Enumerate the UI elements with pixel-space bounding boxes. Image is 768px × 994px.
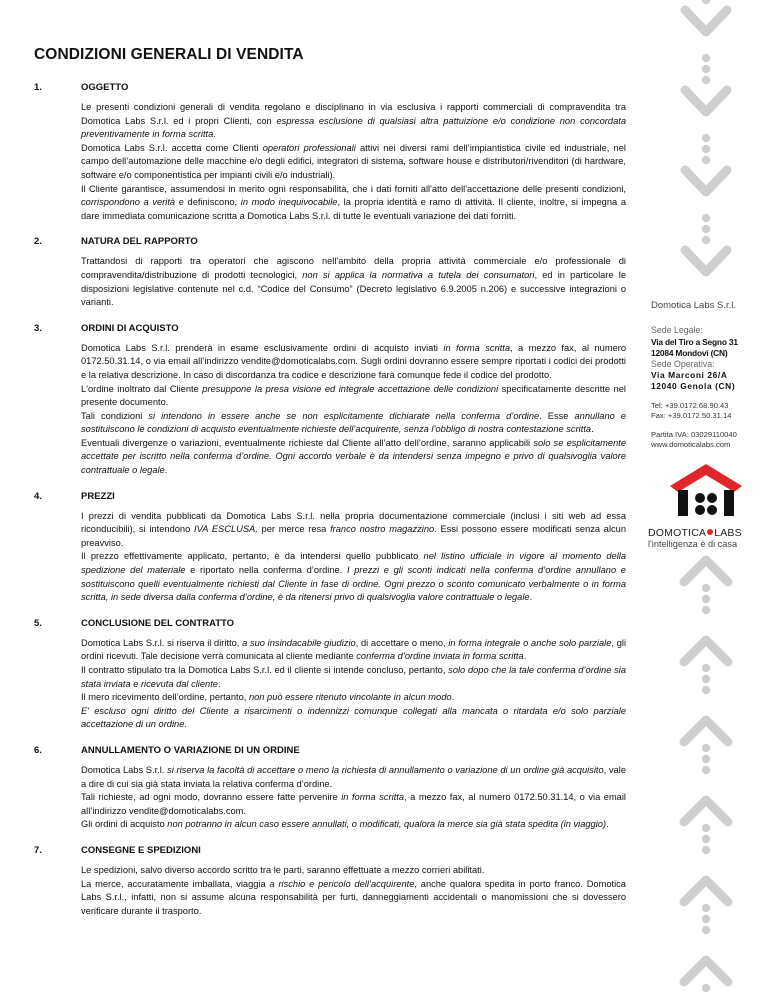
text-run: Eventuali divergenze o variazioni, eventualmente richieste dal Cliente all’atto dell’ordine, saranno applicabili bbox=[81, 437, 534, 448]
text-run: Tali richieste, ad ogni modo, dovranno essere fatte pervenire bbox=[81, 792, 342, 803]
operative-office-label: Sede Operativa: bbox=[651, 358, 715, 369]
section-heading bbox=[34, 82, 626, 93]
section-body bbox=[81, 637, 626, 732]
italic-text: I prezzi e gli sconti indicati nella conferma d’ordine annullano e sostituiscono quelli eventualmente richiesti dal Cliente in fase di ordine. Ogni prezzo o sconto comunicato verbalmente o in forma scritta, in sede diversa dalla conferma d’ordine, è da ritenersi privo di qualsivoglia valore contrattuale o legale bbox=[81, 565, 626, 603]
section-heading bbox=[34, 845, 626, 856]
italic-text: a rischio e pericolo dell’acquirente bbox=[269, 878, 415, 889]
section-body bbox=[81, 101, 626, 223]
company-tel: Tel: +39.0172.68.90.43 bbox=[651, 401, 729, 410]
paragraph bbox=[81, 383, 626, 410]
paragraph bbox=[81, 705, 626, 732]
section-title: PREZZI bbox=[81, 490, 115, 502]
text-run: specificatamente descritte nel presente documento. bbox=[81, 383, 626, 408]
text-run: Il prezzo effettivamente applicato, pertanto, è da intendersi quello pubblicato bbox=[81, 551, 424, 562]
italic-text: annullano e sostituiscono le condizioni di acquisto eventualmente richieste dell’acquirente, senza l’obbligo di nostra contestazione scritta bbox=[81, 410, 627, 435]
text-run: Gli ordini di acquisto bbox=[81, 819, 168, 830]
brand-name-left: DOMOTICA bbox=[648, 527, 707, 539]
text-run: , a mezzo fax, al numero 0172.50.31.14, o via email all’indirizzo vendite@domoticalabs.com. Sugli ordini dovranno essere sempre riportati i codici dei prodotti e la relativa descrizione. In caso di discordanza tra codice e descrizione farà comunque fede il codice del prodotto. bbox=[81, 342, 627, 380]
italic-text: in forma integrale o anche solo parziale bbox=[448, 637, 612, 648]
italic-text: in forma scritta bbox=[443, 342, 511, 353]
paragraph bbox=[81, 101, 626, 142]
text-run: Le spedizioni, salvo diverso accordo scritto tra le parti, saranno effettuate a mezzo corrieri abilitati. bbox=[81, 864, 485, 875]
paragraph bbox=[81, 142, 626, 183]
italic-text: in modo inequivocabile bbox=[240, 197, 338, 208]
house-logo-icon bbox=[648, 458, 764, 520]
text-run: . bbox=[451, 692, 455, 703]
paragraph bbox=[81, 410, 626, 437]
section-number: 2. bbox=[34, 236, 42, 248]
section-body bbox=[81, 510, 626, 605]
operative-office-street: Via Marconi 26/A bbox=[651, 370, 728, 380]
section bbox=[34, 491, 626, 605]
text-run: Tali condizioni bbox=[81, 410, 149, 421]
section-heading bbox=[34, 491, 626, 502]
text-run: , anche qualora spedita in porto franco. Domotica Labs S.r.l., infatti, non si assume alcuna responsabilità per furti, danneggiamenti accidentali o manomissioni che si dovessero verificare durante il trasporto. bbox=[81, 878, 626, 916]
italic-text: solo se esplicitamente accettate per iscritto nella conferma d’ordine. Ogni accordo verbale è da intendersi senza impegno e privo di qualsivoglia valore contrattuale o legale bbox=[81, 437, 627, 476]
text-run: . bbox=[217, 678, 221, 689]
section-body bbox=[81, 255, 626, 309]
section-body bbox=[81, 764, 626, 832]
paragraph bbox=[81, 437, 626, 478]
section bbox=[34, 323, 626, 478]
text-run: per merce resa bbox=[257, 524, 331, 535]
text-run: Domotica Labs S.r.l. accetta come Clienti bbox=[81, 142, 263, 153]
section-heading bbox=[34, 745, 626, 756]
text-run: Il Cliente garantisce, assumendosi in merito ogni responsabilità, che i dati forniti all'atto dell'accettazione delle presenti condizioni, bbox=[81, 183, 626, 194]
text-run: . bbox=[184, 719, 187, 730]
section-heading bbox=[34, 323, 626, 334]
text-run: , a mezzo fax, al numero 0172.50.31.14, o via email all’indirizzo vendite@domoticalabs.com. bbox=[81, 792, 626, 816]
text-run: e riportato nella conferma d’ordine. bbox=[185, 565, 347, 576]
section-number: 4. bbox=[34, 490, 42, 502]
text-run: . bbox=[164, 465, 168, 476]
section-title: CONSEGNE E SPEDIZIONI bbox=[81, 844, 201, 856]
italic-text: si intendono in essere anche se non esplicitamente dichiarate nella conferma d’ordine bbox=[148, 410, 540, 421]
text-run: Il mero ricevimento dell’ordine, pertanto, bbox=[81, 692, 249, 703]
text-run: Il contratto stipulato tra la Domotica Labs S.r.l. ed il cliente si intende concluso, pertanto, bbox=[81, 665, 449, 675]
text-run: . bbox=[606, 819, 609, 830]
italic-text: franco nostro magazzino bbox=[330, 524, 435, 535]
company-info bbox=[651, 300, 763, 450]
text-run: . bbox=[213, 129, 216, 140]
section-body bbox=[81, 342, 626, 478]
text-run: . Esse bbox=[539, 410, 575, 421]
section bbox=[34, 745, 626, 832]
italic-text: corrispondono a verità bbox=[81, 197, 176, 208]
text-run: . bbox=[591, 424, 594, 435]
text-run: Trattandosi di rapporti tra operatori che agiscono nell'ambito della propria attività commerciale e/o professionale di compravendita/distribuzione di prodotti tecnologici, bbox=[81, 256, 626, 280]
text-run: Domotica Labs S.r.l. prenderà in esame esclusivamente ordini di acquisto inviati bbox=[81, 342, 444, 353]
italic-text: E' escluso ogni diritto del Cliente a risarcimenti o indennizzi comunque collegati alla mancata o ritardata e/o solo parziale accettazione di un ordine bbox=[81, 705, 626, 730]
domoticalabs-logo bbox=[648, 458, 764, 549]
paragraph bbox=[81, 183, 626, 224]
document bbox=[34, 46, 626, 931]
legal-office-label: Sede Legale: bbox=[651, 325, 703, 335]
text-run: , ed in particolare le disposizioni legislative contenute nel c.d. “Codice del Consumo” (Decreto legislativo 6.9.2005 n.206) e successive integrazioni o varianti. bbox=[81, 269, 626, 308]
text-run: . bbox=[523, 651, 527, 662]
text-run: L'ordine inoltrato dal Cliente bbox=[81, 383, 203, 394]
paragraph bbox=[81, 637, 626, 664]
section bbox=[34, 845, 626, 918]
company-vat: Partita IVA: 03029110040 bbox=[651, 430, 737, 439]
italic-text: operatori professionali bbox=[262, 142, 356, 153]
paragraph bbox=[81, 342, 626, 383]
paragraph bbox=[81, 818, 626, 832]
paragraph bbox=[81, 510, 626, 551]
paragraph bbox=[81, 791, 626, 818]
section bbox=[34, 236, 626, 309]
text-run: attivi nei diversi rami dell’impiantistica civile ed industriale, nel campo dell’automazione delle macchine e/o degli edifici, integratori di sistema, software house e distributori/rivenditori (di hardware, software e/o componentistica per impianti civili e/o industriali). bbox=[81, 142, 626, 180]
paragraph bbox=[81, 550, 626, 604]
section-title: ORDINI DI ACQUISTO bbox=[81, 322, 179, 334]
italic-text: non si applica la normativa a tutela dei consumatori bbox=[302, 269, 535, 280]
text-run: Le presenti condizioni generali di vendita regolano e disciplinano in via esclusiva i rapporti commerciali di compravendita tra Domotica Labs S.r.l. ed i propri Clienti, con bbox=[81, 102, 626, 126]
section-number: 7. bbox=[34, 844, 42, 856]
section-number: 5. bbox=[34, 617, 42, 629]
paragraph bbox=[81, 864, 626, 878]
text-run: , vale a dire di cui sia già stata inviata la relativa conferma d’ordine. bbox=[81, 764, 626, 789]
paragraph bbox=[81, 691, 626, 705]
section-number: 1. bbox=[34, 82, 42, 93]
paragraph bbox=[81, 664, 626, 691]
company-fax: Fax: +39.0172.50.31.14 bbox=[651, 411, 732, 420]
italic-text: si riserva la facoltà di accettare o meno la richiesta di annullamento o variazione di un ordine già acquisito bbox=[167, 764, 604, 775]
italic-text: solo dopo che la tale conferma d’ordine sia stata inviata e ricevuta dal cliente bbox=[81, 665, 627, 689]
text-run: . bbox=[529, 592, 533, 603]
section-title: NATURA DEL RAPPORTO bbox=[81, 236, 198, 248]
text-run: I prezzi di vendita pubblicati da Domotica Labs S.r.l. nella propria documentazione commerciale (inclusi i siti web ad essa riconducibili), si intendono bbox=[81, 510, 626, 535]
section bbox=[34, 82, 626, 223]
section-heading bbox=[34, 236, 626, 247]
text-run: , di accettare o meno, bbox=[355, 637, 449, 648]
section-number: 3. bbox=[34, 322, 42, 334]
text-run: Domotica Labs S.r.l. si riserva il diritto, bbox=[81, 637, 243, 648]
brand-name bbox=[648, 527, 764, 539]
section bbox=[34, 618, 626, 732]
text-run: , gli ordini ricevuti. Tale decisione verrà comunicata al cliente mediante bbox=[81, 637, 627, 662]
text-run: La merce, accuratamente imballata, viaggia bbox=[81, 878, 270, 889]
operative-office-city: 12040 Genola (CN) bbox=[651, 381, 736, 391]
italic-text: non può essere ritenuto vincolante in alcun modo bbox=[248, 692, 452, 703]
paragraph bbox=[81, 255, 626, 309]
legal-office-street: Via del Tiro a Segno 31 bbox=[651, 336, 738, 347]
sections-container bbox=[34, 82, 626, 918]
section-number: 6. bbox=[34, 744, 42, 756]
italic-text: nel listino ufficiale in vigore al momento della spedizione del materiale bbox=[81, 551, 626, 576]
section-title: ANNULLAMENTO O VARIAZIONE DI UN ORDINE bbox=[81, 744, 300, 756]
text-run: Domotica Labs S.r.l. bbox=[81, 764, 168, 775]
italic-text: IVA ESCLUSA, bbox=[193, 524, 258, 535]
text-run: , la propria identità e ramo di attività. Il cliente, inoltre, si impegna a dare immediata comunicazione scritta a Domotica Labs S.r.l. di tutte le eventuali variazione dei dati forniti. bbox=[81, 197, 626, 221]
italic-text: non potranno in alcun caso essere annullati, o modificati, qualora la merce sia già stata spedita (in viaggio) bbox=[167, 819, 607, 830]
text-run: e definiscono, bbox=[175, 197, 241, 208]
section-body bbox=[81, 864, 626, 918]
italic-text: espressa esclusione di qualsiasi altra pattuizione e/o condizione non concordata preventivamente in forma scritta bbox=[81, 115, 626, 140]
section-title: OGGETTO bbox=[81, 82, 129, 93]
italic-text: a suo insindacabile giudizio bbox=[242, 637, 356, 648]
italic-text: conferma d’ordine inviata in forma scritta bbox=[356, 651, 524, 662]
section-heading bbox=[34, 618, 626, 629]
text-run: . Essi possono essere modificati senza alcun preavviso. bbox=[81, 524, 627, 548]
section-title: CONCLUSIONE DEL CONTRATTO bbox=[81, 617, 235, 629]
italic-text: in forma scritta bbox=[341, 792, 405, 803]
brand-name-right: LABS bbox=[714, 527, 742, 539]
brand-dot-icon bbox=[707, 529, 713, 535]
legal-office-city: 12084 Mondovì (CN) bbox=[651, 347, 728, 358]
company-website: www.domoticalabs.com bbox=[651, 440, 731, 449]
paragraph bbox=[81, 878, 626, 919]
paragraph bbox=[81, 764, 626, 791]
italic-text: presuppone la presa visione ed integrale accettazione delle condizioni bbox=[202, 383, 499, 394]
brand-tagline: l'intelligenza è di casa bbox=[648, 539, 738, 549]
page-title: CONDIZIONI GENERALI DI VENDITA bbox=[34, 46, 304, 63]
company-name: Domotica Labs S.r.l. bbox=[651, 300, 737, 311]
